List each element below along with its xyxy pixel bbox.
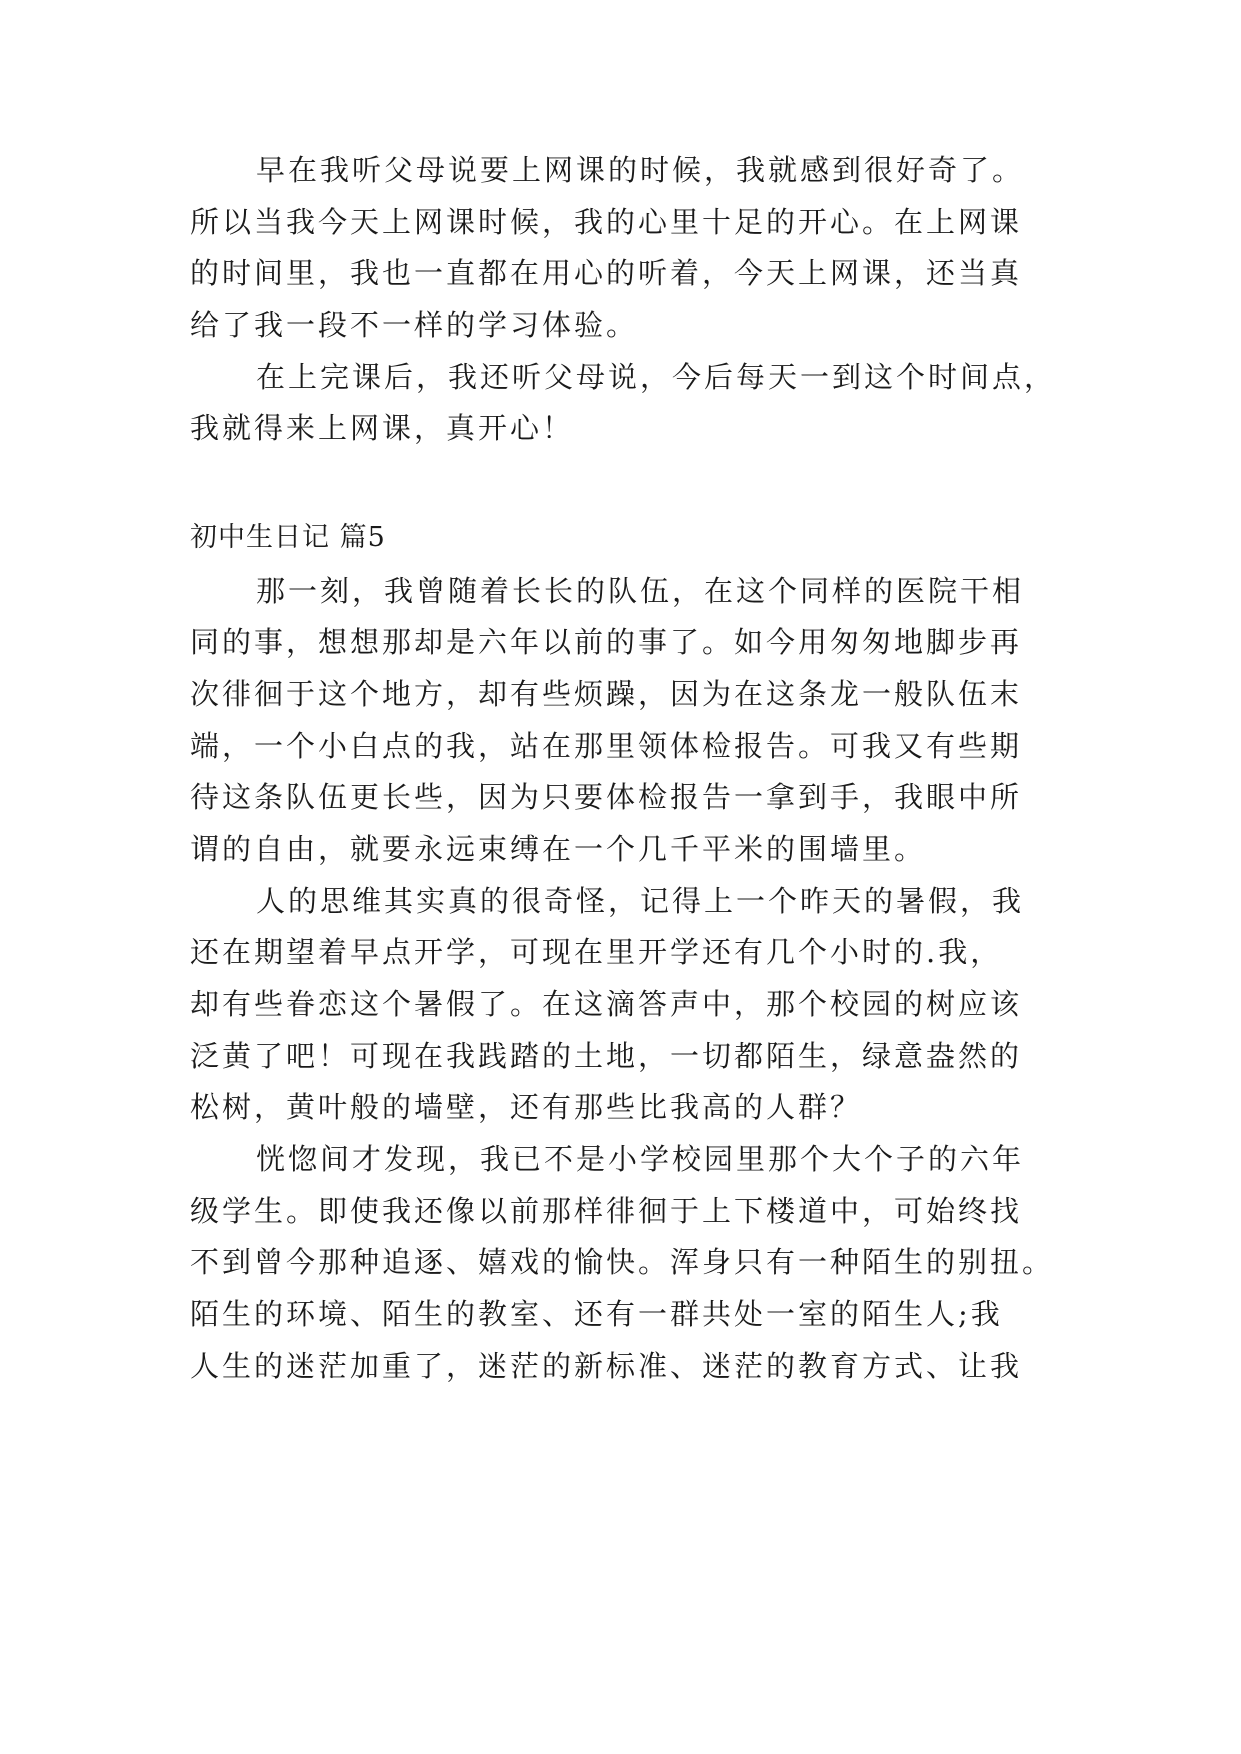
text-line: 次徘徊于这个地方，却有些烦躁，因为在这条龙一般队伍末 xyxy=(190,677,1023,711)
text-line: 却有些眷恋这个暑假了。在这滴答声中，那个校园的树应该 xyxy=(190,987,1023,1021)
text-line: 松树，黄叶般的墙壁，还有那些比我高的人群？ xyxy=(190,1090,863,1124)
text-line: 那一刻，我曾随着长长的队伍，在这个同样的医院干相 xyxy=(256,574,1025,608)
text-line: 陌生的环境、陌生的教室、还有一群共处一室的陌生人;我 xyxy=(190,1297,1003,1331)
section-heading: 初中生日记 篇5 xyxy=(190,522,386,553)
text-line: 我就得来上网课，真开心！ xyxy=(190,411,575,445)
text-line: 在上完课后，我还听父母说，今后每天一到这个时间点， xyxy=(256,360,1057,394)
text-line: 泛黄了吧！可现在我践踏的土地，一切都陌生，绿意盎然的 xyxy=(190,1039,1023,1073)
text-line: 的时间里，我也一直都在用心的听着，今天上网课，还当真 xyxy=(190,256,1023,290)
text-line: 同的事，想想那却是六年以前的事了。如今用匆匆地脚步再 xyxy=(190,625,1023,659)
text-line: 还在期望着早点开学，可现在里开学还有几个小时的.我， xyxy=(190,935,1003,969)
text-line: 端，一个小白点的我，站在那里领体检报告。可我又有些期 xyxy=(190,729,1023,763)
text-line: 待这条队伍更长些，因为只要体检报告一拿到手，我眼中所 xyxy=(190,780,1023,814)
text-line: 早在我听父母说要上网课的时候，我就感到很好奇了。 xyxy=(256,153,1025,187)
text-line: 谓的自由，就要永远束缚在一个几千平米的围墙里。 xyxy=(190,832,927,866)
text-line: 人的思维其实真的很奇怪，记得上一个昨天的暑假，我 xyxy=(256,884,1025,918)
text-line: 人生的迷茫加重了，迷茫的新标准、迷茫的教育方式、让我 xyxy=(190,1349,1023,1383)
text-line: 给了我一段不一样的学习体验。 xyxy=(190,308,639,342)
text-line: 所以当我今天上网课时候，我的心里十足的开心。在上网课 xyxy=(190,205,1023,239)
text-line: 不到曾今那种追逐、嬉戏的愉快。浑身只有一种陌生的别扭。 xyxy=(190,1245,1055,1279)
text-line: 恍惚间才发现，我已不是小学校园里那个大个子的六年 xyxy=(256,1142,1025,1176)
text-line: 级学生。即使我还像以前那样徘徊于上下楼道中，可始终找 xyxy=(190,1194,1023,1228)
